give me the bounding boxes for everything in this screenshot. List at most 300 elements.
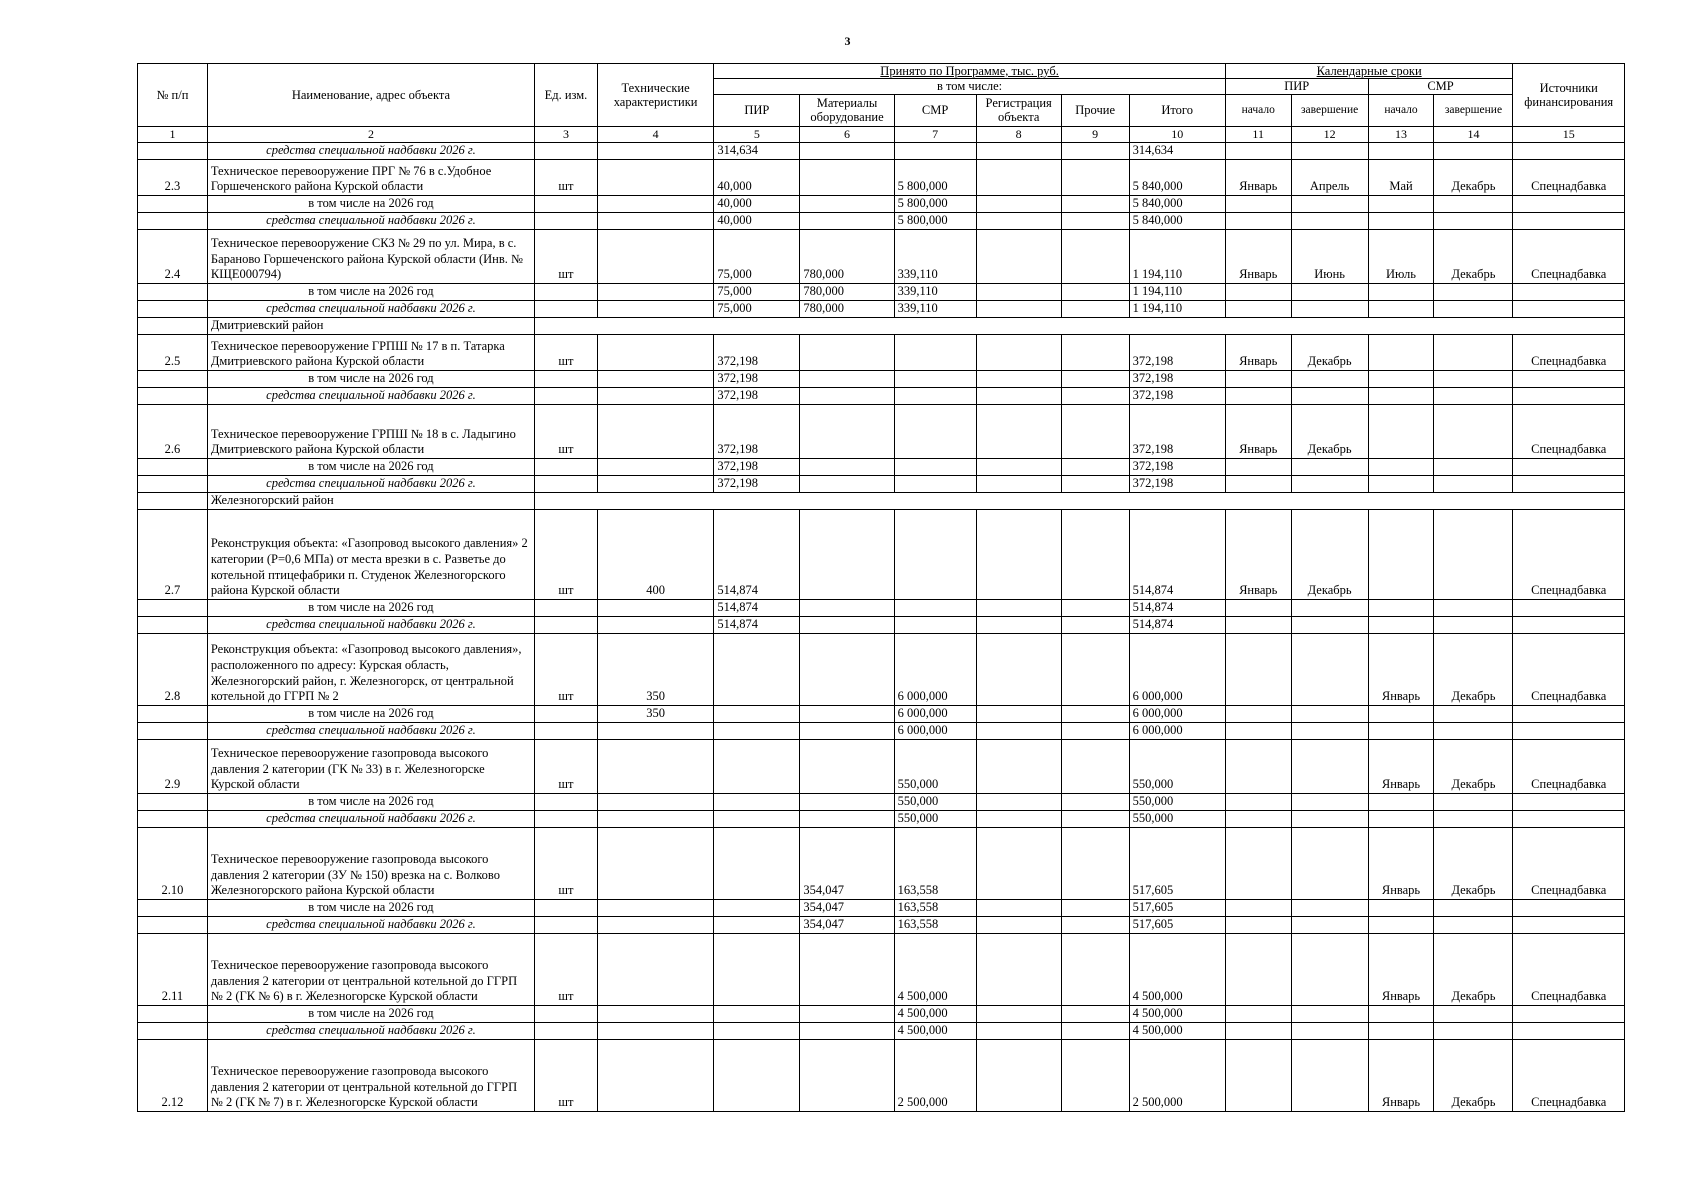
- materials-value: [800, 633, 894, 705]
- smr-finish: [1434, 599, 1513, 616]
- smr-value: [894, 509, 976, 599]
- object-row: [138, 933, 1625, 1005]
- pir-value: 372,198: [714, 458, 800, 475]
- header-registration: Регистрация объекта: [976, 94, 1061, 126]
- registration-value: [976, 300, 1061, 317]
- funding-source: Спецнадбавка: [1513, 1039, 1625, 1111]
- tech-characteristics: [597, 283, 713, 300]
- object-name: Техническое перевооружение СКЗ № 29 по ул. Мира, в с. Бараново Горшеченского района Курской области (Инв. № КЩЕ000794): [207, 229, 534, 283]
- smr-value: 6 000,000: [894, 722, 976, 739]
- smr-value: 4 500,000: [894, 1005, 976, 1022]
- smr-start: Январь: [1368, 1039, 1434, 1111]
- pir-start: [1225, 933, 1291, 1005]
- header-total: Итого: [1129, 94, 1225, 126]
- smr-start: [1368, 509, 1434, 599]
- pir-start: [1225, 212, 1291, 229]
- funding-source: [1513, 370, 1625, 387]
- row-number: 2.8: [138, 633, 208, 705]
- smr-value: 550,000: [894, 793, 976, 810]
- object-row: [138, 334, 1625, 370]
- smr-value: 5 800,000: [894, 212, 976, 229]
- pir-value: 372,198: [714, 475, 800, 492]
- materials-value: [800, 705, 894, 722]
- tech-characteristics: [597, 334, 713, 370]
- row-number: [138, 475, 208, 492]
- object-name: средства специальной надбавки 2026 г.: [207, 387, 534, 404]
- funding-source: [1513, 142, 1625, 159]
- pir-start: [1225, 475, 1291, 492]
- object-name: Реконструкция объекта: «Газопровод высокого давления», расположенного по адресу: Курская область, Железногорский район, г. Железногорск, от центральной котельной до ГГРП № 2: [207, 633, 534, 705]
- smr-start: [1368, 387, 1434, 404]
- registration-value: [976, 475, 1061, 492]
- smr-finish: Декабрь: [1434, 1039, 1513, 1111]
- unit: [535, 810, 598, 827]
- registration-value: [976, 1005, 1061, 1022]
- tech-characteristics: [597, 458, 713, 475]
- column-number: 15: [1513, 126, 1625, 142]
- smr-value: 339,110: [894, 300, 976, 317]
- object-name: Реконструкция объекта: «Газопровод высокого давления» 2 категории (Р=0,6 МПа) от места врезки в с. Разветье до котельной птицефабрики п. Студенок Железногорского района Курской области: [207, 509, 534, 599]
- unit: шт: [535, 633, 598, 705]
- funding-source: Спецнадбавка: [1513, 404, 1625, 458]
- smr-finish: [1434, 1022, 1513, 1039]
- smr-finish: [1434, 334, 1513, 370]
- year-subtotal-row: [138, 195, 1625, 212]
- other-value: [1061, 1022, 1129, 1039]
- other-value: [1061, 404, 1129, 458]
- object-name: средства специальной надбавки 2026 г.: [207, 475, 534, 492]
- smr-start: [1368, 195, 1434, 212]
- other-value: [1061, 229, 1129, 283]
- pir-finish: [1291, 899, 1368, 916]
- materials-value: 780,000: [800, 229, 894, 283]
- registration-value: [976, 1039, 1061, 1111]
- pir-start: [1225, 283, 1291, 300]
- pir-start: [1225, 899, 1291, 916]
- unit: [535, 458, 598, 475]
- district-blank: [535, 317, 1625, 334]
- column-number: 5: [714, 126, 800, 142]
- smr-finish: [1434, 404, 1513, 458]
- registration-value: [976, 404, 1061, 458]
- total-value: 372,198: [1129, 334, 1225, 370]
- smr-finish: Декабрь: [1434, 739, 1513, 793]
- row-number: [138, 810, 208, 827]
- funding-source: Спецнадбавка: [1513, 509, 1625, 599]
- smr-start: [1368, 722, 1434, 739]
- pir-finish: [1291, 195, 1368, 212]
- tech-characteristics: [597, 404, 713, 458]
- unit: [535, 899, 598, 916]
- total-value: 550,000: [1129, 810, 1225, 827]
- special-fund-row: [138, 475, 1625, 492]
- tech-characteristics: [597, 370, 713, 387]
- year-subtotal-row: [138, 458, 1625, 475]
- total-value: 1 194,110: [1129, 300, 1225, 317]
- registration-value: [976, 705, 1061, 722]
- funding-source: [1513, 300, 1625, 317]
- pir-value: [714, 1005, 800, 1022]
- pir-value: 372,198: [714, 334, 800, 370]
- tech-characteristics: [597, 616, 713, 633]
- total-value: 6 000,000: [1129, 722, 1225, 739]
- year-subtotal-row: [138, 1005, 1625, 1022]
- object-row: [138, 1039, 1625, 1111]
- unit: [535, 283, 598, 300]
- column-number: 14: [1434, 126, 1513, 142]
- registration-value: [976, 599, 1061, 616]
- pir-value: 372,198: [714, 370, 800, 387]
- pir-finish: Декабрь: [1291, 404, 1368, 458]
- smr-finish: [1434, 705, 1513, 722]
- materials-value: [800, 387, 894, 404]
- pir-value: 372,198: [714, 387, 800, 404]
- row-number: [138, 722, 208, 739]
- smr-start: Январь: [1368, 827, 1434, 899]
- header-name: Наименование, адрес объекта: [207, 64, 534, 127]
- object-name: Техническое перевооружение ГРПШ № 18 в с. Ладыгино Дмитриевского района Курской области: [207, 404, 534, 458]
- tech-characteristics: [597, 1039, 713, 1111]
- pir-finish: [1291, 599, 1368, 616]
- column-number: 1: [138, 126, 208, 142]
- total-value: 372,198: [1129, 404, 1225, 458]
- header-cal-pir: ПИР: [1225, 79, 1368, 94]
- smr-finish: [1434, 916, 1513, 933]
- object-name: в том числе на 2026 год: [207, 458, 534, 475]
- other-value: [1061, 827, 1129, 899]
- funding-source: [1513, 899, 1625, 916]
- pir-value: [714, 810, 800, 827]
- pir-start: [1225, 300, 1291, 317]
- pir-start: [1225, 827, 1291, 899]
- pir-value: 75,000: [714, 300, 800, 317]
- smr-value: 4 500,000: [894, 933, 976, 1005]
- year-subtotal-row: [138, 705, 1625, 722]
- header-smr: СМР: [894, 94, 976, 126]
- materials-value: [800, 1039, 894, 1111]
- total-value: 1 194,110: [1129, 283, 1225, 300]
- tech-characteristics: [597, 212, 713, 229]
- pir-start: [1225, 810, 1291, 827]
- pir-finish: [1291, 1039, 1368, 1111]
- other-value: [1061, 705, 1129, 722]
- special-fund-row: [138, 142, 1625, 159]
- pir-start: Январь: [1225, 159, 1291, 195]
- tech-characteristics: [597, 899, 713, 916]
- pir-start: Январь: [1225, 404, 1291, 458]
- funding-source: [1513, 212, 1625, 229]
- pir-finish: [1291, 633, 1368, 705]
- unit: [535, 300, 598, 317]
- materials-value: [800, 722, 894, 739]
- registration-value: [976, 722, 1061, 739]
- smr-start: [1368, 793, 1434, 810]
- row-number: [138, 195, 208, 212]
- other-value: [1061, 916, 1129, 933]
- materials-value: 780,000: [800, 283, 894, 300]
- smr-start: Июль: [1368, 229, 1434, 283]
- smr-value: [894, 334, 976, 370]
- object-name: Техническое перевооружение газопровода высокого давления 2 категории (ЗУ № 150) врезка на с. Волково Железногорского района Курской области: [207, 827, 534, 899]
- table-header: [138, 64, 1625, 143]
- registration-value: [976, 1022, 1061, 1039]
- total-value: 550,000: [1129, 739, 1225, 793]
- smr-finish: Декабрь: [1434, 633, 1513, 705]
- pir-finish: [1291, 212, 1368, 229]
- smr-value: 550,000: [894, 739, 976, 793]
- row-number: 2.11: [138, 933, 208, 1005]
- row-number: [138, 492, 208, 509]
- column-number: 4: [597, 126, 713, 142]
- object-name: средства специальной надбавки 2026 г.: [207, 810, 534, 827]
- district-name: Железногорский район: [207, 492, 534, 509]
- tech-characteristics: 400: [597, 509, 713, 599]
- funding-source: [1513, 793, 1625, 810]
- object-row: [138, 159, 1625, 195]
- smr-start: [1368, 283, 1434, 300]
- smr-value: [894, 370, 976, 387]
- year-subtotal-row: [138, 599, 1625, 616]
- smr-start: [1368, 616, 1434, 633]
- materials-value: [800, 616, 894, 633]
- unit: [535, 793, 598, 810]
- special-fund-row: [138, 387, 1625, 404]
- smr-finish: [1434, 283, 1513, 300]
- registration-value: [976, 933, 1061, 1005]
- object-name: в том числе на 2026 год: [207, 899, 534, 916]
- tech-characteristics: [597, 229, 713, 283]
- pir-value: 40,000: [714, 159, 800, 195]
- other-value: [1061, 509, 1129, 599]
- pir-finish: [1291, 1005, 1368, 1022]
- tech-characteristics: 350: [597, 633, 713, 705]
- column-number: 12: [1291, 126, 1368, 142]
- year-subtotal-row: [138, 793, 1625, 810]
- tech-characteristics: [597, 810, 713, 827]
- pir-value: [714, 1039, 800, 1111]
- smr-start: [1368, 810, 1434, 827]
- other-value: [1061, 722, 1129, 739]
- pir-start: [1225, 705, 1291, 722]
- row-number: 2.10: [138, 827, 208, 899]
- materials-value: [800, 810, 894, 827]
- tech-characteristics: [597, 916, 713, 933]
- row-number: [138, 616, 208, 633]
- unit: [535, 616, 598, 633]
- smr-value: 6 000,000: [894, 633, 976, 705]
- total-value: 4 500,000: [1129, 933, 1225, 1005]
- materials-value: [800, 1022, 894, 1039]
- pir-start: [1225, 599, 1291, 616]
- smr-finish: Декабрь: [1434, 933, 1513, 1005]
- total-value: 517,605: [1129, 916, 1225, 933]
- funding-source: Спецнадбавка: [1513, 739, 1625, 793]
- district-row: [138, 317, 1625, 334]
- other-value: [1061, 899, 1129, 916]
- pir-value: [714, 933, 800, 1005]
- total-value: 314,634: [1129, 142, 1225, 159]
- smr-finish: [1434, 387, 1513, 404]
- smr-finish: [1434, 212, 1513, 229]
- pir-start: [1225, 722, 1291, 739]
- pir-value: [714, 793, 800, 810]
- registration-value: [976, 283, 1061, 300]
- other-value: [1061, 793, 1129, 810]
- materials-value: [800, 212, 894, 229]
- row-number: [138, 317, 208, 334]
- pir-start: Январь: [1225, 334, 1291, 370]
- pir-value: [714, 1022, 800, 1039]
- header-tech: Технические характеристики: [597, 64, 713, 127]
- unit: шт: [535, 827, 598, 899]
- materials-value: 354,047: [800, 916, 894, 933]
- funding-source: [1513, 599, 1625, 616]
- unit: шт: [535, 159, 598, 195]
- tech-characteristics: [597, 722, 713, 739]
- pir-value: [714, 899, 800, 916]
- tech-characteristics: [597, 195, 713, 212]
- special-fund-row: [138, 212, 1625, 229]
- total-value: 6 000,000: [1129, 705, 1225, 722]
- column-number: 7: [894, 126, 976, 142]
- pir-value: [714, 827, 800, 899]
- total-value: 514,874: [1129, 509, 1225, 599]
- smr-start: [1368, 334, 1434, 370]
- object-row: [138, 404, 1625, 458]
- object-name: средства специальной надбавки 2026 г.: [207, 616, 534, 633]
- year-subtotal-row: [138, 283, 1625, 300]
- object-row: [138, 509, 1625, 599]
- object-name: в том числе на 2026 год: [207, 370, 534, 387]
- header-no: № п/п: [138, 64, 208, 127]
- smr-start: [1368, 300, 1434, 317]
- smr-start: [1368, 142, 1434, 159]
- tech-characteristics: [597, 387, 713, 404]
- smr-start: Январь: [1368, 933, 1434, 1005]
- header-pir: ПИР: [714, 94, 800, 126]
- funding-source: [1513, 916, 1625, 933]
- smr-value: 6 000,000: [894, 705, 976, 722]
- materials-value: [800, 1005, 894, 1022]
- other-value: [1061, 616, 1129, 633]
- object-name: в том числе на 2026 год: [207, 705, 534, 722]
- unit: [535, 142, 598, 159]
- pir-finish: [1291, 793, 1368, 810]
- smr-finish: [1434, 195, 1513, 212]
- column-number-row: [138, 126, 1625, 142]
- funding-source: [1513, 1022, 1625, 1039]
- other-value: [1061, 933, 1129, 1005]
- pir-finish: [1291, 475, 1368, 492]
- registration-value: [976, 370, 1061, 387]
- row-number: [138, 916, 208, 933]
- header-cal-smr: СМР: [1368, 79, 1513, 94]
- object-name: средства специальной надбавки 2026 г.: [207, 722, 534, 739]
- funding-source: [1513, 810, 1625, 827]
- total-value: 4 500,000: [1129, 1005, 1225, 1022]
- funding-source: [1513, 283, 1625, 300]
- pir-finish: [1291, 387, 1368, 404]
- total-value: 5 840,000: [1129, 212, 1225, 229]
- pir-finish: [1291, 458, 1368, 475]
- object-name: средства специальной надбавки 2026 г.: [207, 212, 534, 229]
- other-value: [1061, 739, 1129, 793]
- column-number: 11: [1225, 126, 1291, 142]
- other-value: [1061, 810, 1129, 827]
- registration-value: [976, 827, 1061, 899]
- header-including: в том числе:: [714, 79, 1225, 94]
- unit: [535, 475, 598, 492]
- tech-characteristics: [597, 599, 713, 616]
- pir-finish: [1291, 370, 1368, 387]
- materials-value: [800, 159, 894, 195]
- pir-start: [1225, 633, 1291, 705]
- registration-value: [976, 509, 1061, 599]
- registration-value: [976, 899, 1061, 916]
- object-row: [138, 827, 1625, 899]
- smr-start: [1368, 916, 1434, 933]
- total-value: 4 500,000: [1129, 1022, 1225, 1039]
- tech-characteristics: [597, 793, 713, 810]
- row-number: [138, 705, 208, 722]
- row-number: 2.5: [138, 334, 208, 370]
- pir-start: [1225, 1005, 1291, 1022]
- unit: [535, 195, 598, 212]
- smr-value: 550,000: [894, 810, 976, 827]
- registration-value: [976, 212, 1061, 229]
- object-name: Техническое перевооружение газопровода высокого давления 2 категории от центральной котельной до ГГРП № 2 (ГК № 7) в г. Железногорске Курской области: [207, 1039, 534, 1111]
- funding-source: [1513, 705, 1625, 722]
- program-table: [137, 63, 1625, 1112]
- row-number: 2.7: [138, 509, 208, 599]
- smr-finish: [1434, 899, 1513, 916]
- smr-finish: Декабрь: [1434, 159, 1513, 195]
- smr-start: [1368, 1022, 1434, 1039]
- pir-value: 75,000: [714, 229, 800, 283]
- pir-value: [714, 633, 800, 705]
- tech-characteristics: [597, 739, 713, 793]
- registration-value: [976, 229, 1061, 283]
- column-number: 9: [1061, 126, 1129, 142]
- total-value: 372,198: [1129, 475, 1225, 492]
- smr-finish: [1434, 458, 1513, 475]
- funding-source: [1513, 616, 1625, 633]
- row-number: 2.3: [138, 159, 208, 195]
- header-accepted: Принято по Программе, тыс. руб.: [714, 64, 1225, 79]
- smr-value: [894, 458, 976, 475]
- unit: [535, 1022, 598, 1039]
- smr-start: Январь: [1368, 633, 1434, 705]
- other-value: [1061, 475, 1129, 492]
- row-number: [138, 283, 208, 300]
- funding-source: [1513, 1005, 1625, 1022]
- header-other: Прочие: [1061, 94, 1129, 126]
- header-pir-finish: завершение: [1291, 94, 1368, 126]
- pir-value: 372,198: [714, 404, 800, 458]
- table-body: [138, 142, 1625, 1111]
- smr-start: [1368, 475, 1434, 492]
- object-name: средства специальной надбавки 2026 г.: [207, 300, 534, 317]
- pir-finish: [1291, 810, 1368, 827]
- pir-value: 75,000: [714, 283, 800, 300]
- registration-value: [976, 739, 1061, 793]
- total-value: 6 000,000: [1129, 633, 1225, 705]
- funding-source: [1513, 195, 1625, 212]
- total-value: 5 840,000: [1129, 195, 1225, 212]
- pir-finish: [1291, 283, 1368, 300]
- other-value: [1061, 159, 1129, 195]
- other-value: [1061, 599, 1129, 616]
